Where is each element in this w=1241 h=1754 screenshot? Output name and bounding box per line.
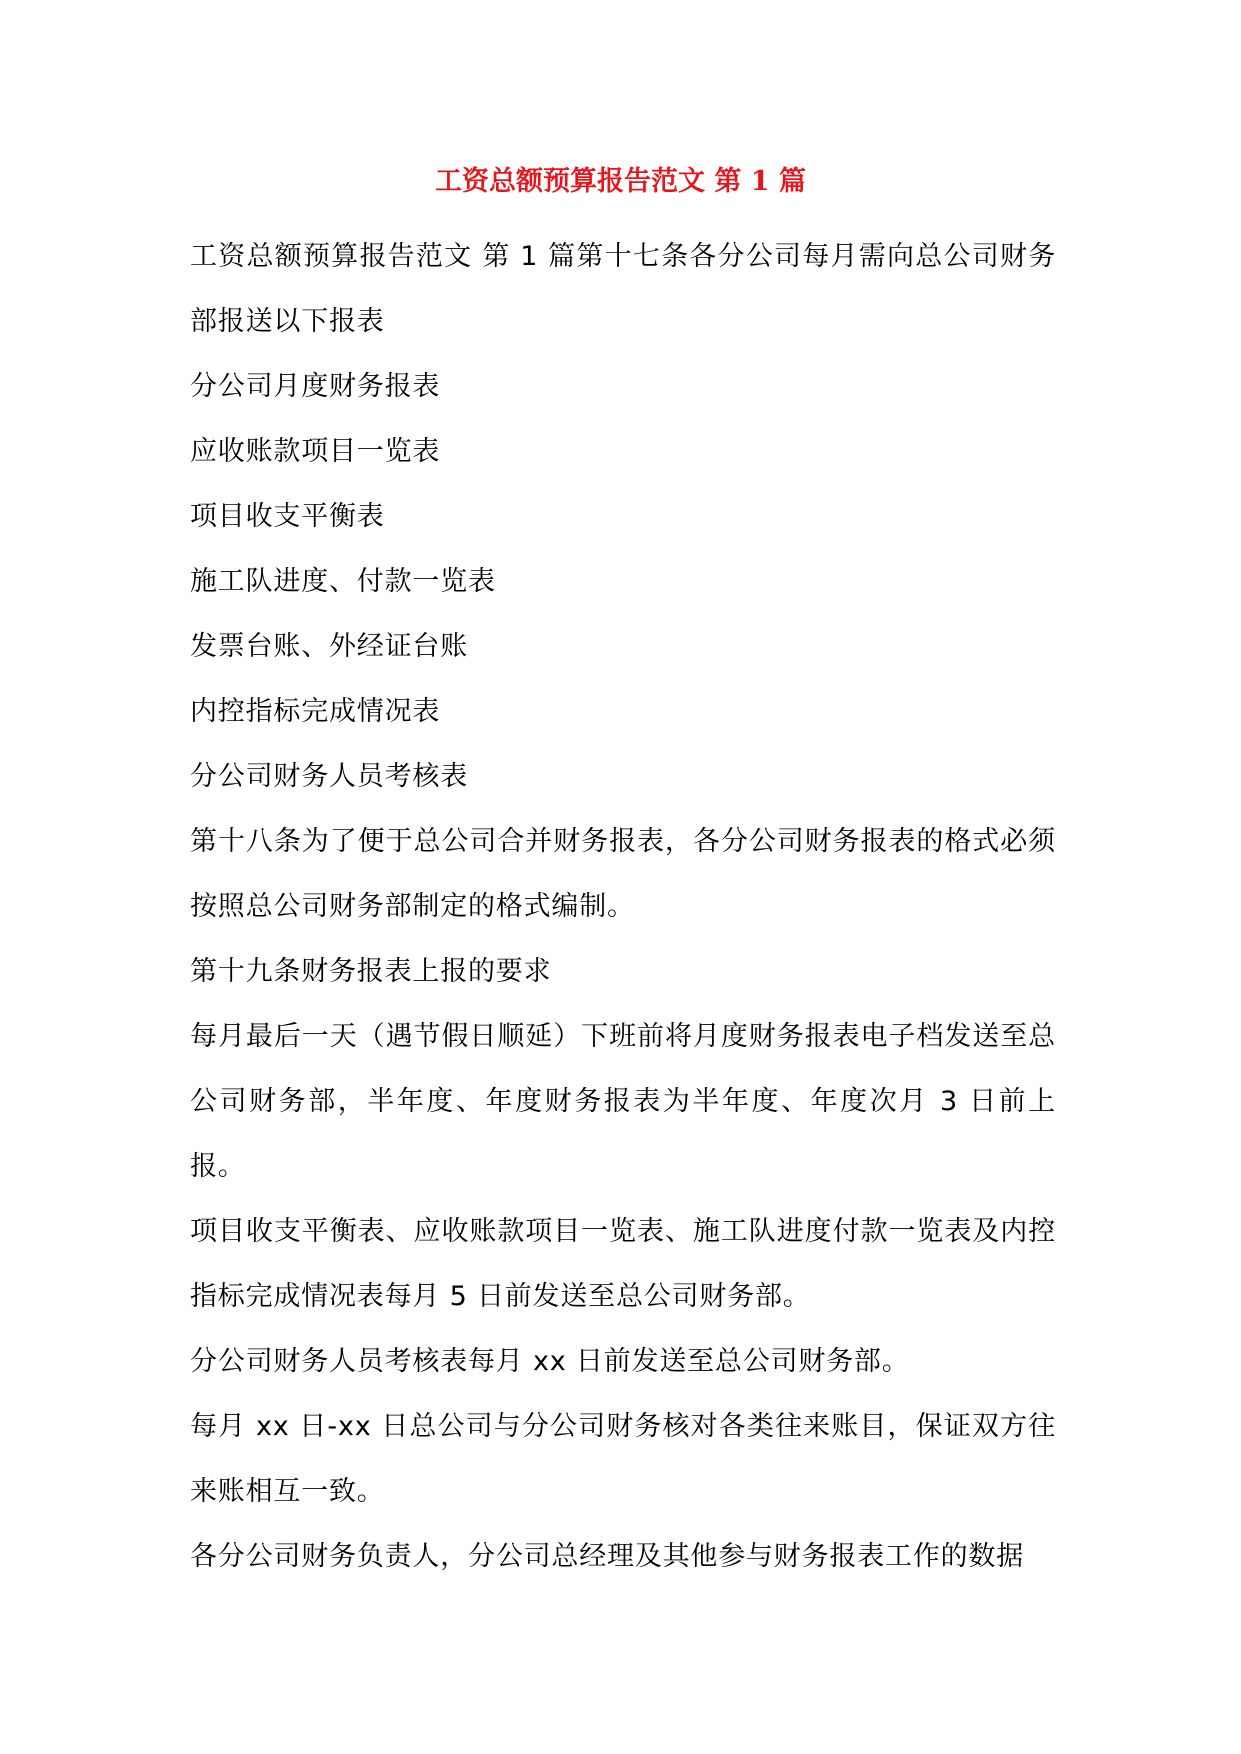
paragraph-14: 每月 xx 日-xx 日总公司与分公司财务核对各类往来账目，保证双方往来账相互一致。: [190, 1411, 1056, 1507]
paragraph-15: 各分公司财务负责人，分公司总经理及其他参与财务报表工作的数据: [190, 1541, 1024, 1572]
paragraph-8: 分公司财务人员考核表: [190, 761, 468, 792]
document-body: [190, 224, 1056, 1589]
paragraph-9: 第十八条为了便于总公司合并财务报表，各分公司财务报表的格式必须按照总公司财务部制定的格式编制。: [190, 826, 1056, 922]
paragraph-7: 内控指标完成情况表: [190, 696, 441, 727]
paragraph-4: 项目收支平衡表: [190, 501, 385, 532]
paragraph-11: 每月最后一天（遇节假日顺延）下班前将月度财务报表电子档发送至总公司财务部，半年度、年度财务报表为半年度、年度次月 3 日前上报。: [190, 1021, 1056, 1182]
paragraph-13: 分公司财务人员考核表每月 xx 日前发送至总公司财务部。: [190, 1346, 910, 1377]
document-title: 工资总额预算报告范文 第 1 篇: [435, 166, 806, 197]
paragraph-5: 施工队进度、付款一览表: [190, 566, 496, 597]
paragraph-10: 第十九条财务报表上报的要求: [190, 956, 552, 987]
paragraph-2: 分公司月度财务报表: [190, 371, 441, 402]
paragraph-1: 工资总额预算报告范文 第 1 篇第十七条各分公司每月需向总公司财务部报送以下报表: [190, 241, 1056, 337]
paragraph-3: 应收账款项目一览表: [190, 436, 441, 467]
paragraph-12: 项目收支平衡表、应收账款项目一览表、施工队进度付款一览表及内控指标完成情况表每月 5 日前发送至总公司财务部。: [190, 1216, 1056, 1312]
paragraph-6: 发票台账、外经证台账: [190, 631, 468, 662]
